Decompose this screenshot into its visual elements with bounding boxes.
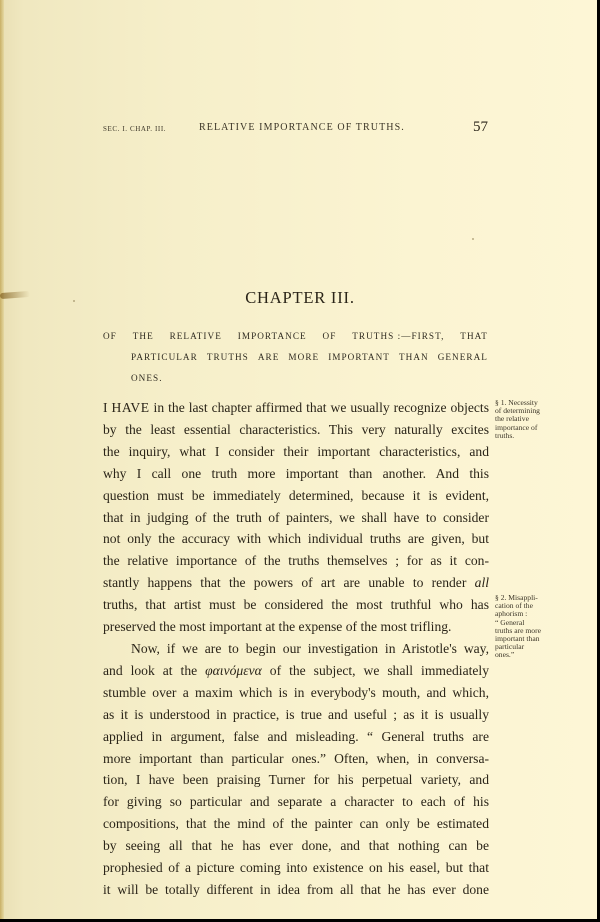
text-line: not only the accuracy with which individual truths are given, but (103, 531, 489, 547)
text-line (103, 397, 489, 419)
margin-note-2 (495, 594, 567, 660)
margin-note-line: aphorism : (495, 609, 528, 619)
chapter-subtitle-indented (103, 347, 488, 389)
chapter-title: CHAPTER III. (245, 288, 355, 307)
text-line: that in judging of the truth of painters, we shall have to consider (103, 509, 489, 525)
text-run: and look at the (103, 662, 206, 678)
text-line: why I call one truth more important than another. And this (103, 465, 489, 481)
text-run: stantly happens that the powers of art are unable to render (103, 575, 475, 591)
chapter-subtitle-line-1 (103, 326, 488, 347)
text-line: it will be totally different in idea from all that he has ever done (103, 881, 489, 897)
margin-note-line: the relative (495, 414, 529, 424)
text-line (103, 660, 489, 682)
text-line: the relative importance of the truths themselves ; for as it con- (103, 553, 489, 569)
body-text (103, 397, 489, 901)
text-line: Now, if we are to begin our investigation in Aristotle's way, (131, 640, 489, 656)
opening-word: I (103, 400, 108, 415)
margin-note-line: truths. (495, 430, 515, 440)
chapter-subtitle-line-3: ONES. (131, 373, 163, 383)
subtitle-word: THAT (460, 331, 488, 341)
subtitle-word: RELATIVE (169, 331, 222, 341)
margin-note-line: cation of the (495, 601, 533, 611)
subtitle-word: TRUTHS (206, 352, 249, 362)
subtitle-word: OF (322, 331, 337, 341)
margin-note-line: importance of (495, 422, 538, 432)
italic-word: all (474, 575, 489, 591)
text-run: in the last chapter affirmed that we usually recognize objects (149, 400, 489, 415)
text-line: truths, that artist must be considered the most truthful who has (103, 597, 489, 613)
running-head-title: RELATIVE IMPORTANCE OF TRUTHS. (199, 122, 405, 133)
margin-note-line: truths are more (495, 625, 541, 635)
text-line: prophesied of a picture coming into existence on his easel, but that (103, 860, 489, 876)
subtitle-word: MORE (288, 352, 320, 362)
paper-speck (472, 238, 474, 240)
chapter-subtitle-line-2 (131, 347, 488, 368)
text-line: tion, I have been praising Turner for his perpetual variety, and (103, 772, 489, 788)
small-caps-word: HAVE (111, 400, 150, 415)
subtitle-word: THAN (398, 352, 429, 362)
margin-note-line: important than (495, 634, 540, 644)
text-line: for giving so particular and separate a character to each of his (103, 794, 489, 810)
text-line: applied in argument, false and misleading. “ General truths are (103, 728, 489, 744)
text-line: preserved the most important at the expense of the most trifling. (103, 619, 452, 635)
margin-note-line: § 2. Misappli- (495, 593, 538, 602)
paragraph-2 (103, 638, 489, 901)
page-number: 57 (473, 119, 488, 135)
text-line: the inquiry, what I consider their important characteristics, and (103, 443, 489, 459)
text-line: as it is understood in practice, is true and useful ; as it is usually (103, 706, 489, 722)
greek-word: φαινόμενα (205, 662, 262, 678)
margin-note-line: ones.” (495, 650, 515, 660)
margin-note-line: particular (495, 642, 525, 652)
chapter-subtitle (103, 326, 488, 389)
running-head-section: SEC. I. CHAP. III. (103, 125, 167, 133)
text-line (103, 572, 489, 594)
page-gutter-shadow (0, 0, 4, 919)
text-line: stumble over a maxim which is in everybody's mouth, and which, (103, 684, 489, 700)
subtitle-word: ARE (257, 352, 280, 362)
paragraph-1 (103, 397, 489, 638)
subtitle-word: OF (103, 331, 117, 341)
margin-note-1 (495, 399, 567, 440)
margin-note-line: § 1. Necessity (495, 398, 538, 407)
subtitle-word: IMPORTANT (328, 352, 390, 362)
text-line: more important than particular ones.” Often, when, in conversa- (103, 750, 489, 766)
running-head (103, 119, 490, 139)
subtitle-word: THE (132, 331, 154, 341)
subtitle-word: PARTICULAR (131, 352, 198, 362)
text-line: compositions, that the mind of the painter can only be estimated (103, 816, 489, 832)
subtitle-word: TRUTHS :—FIRST, (352, 331, 445, 341)
subtitle-word: IMPORTANCE (237, 331, 307, 341)
margin-note-line: of determining (495, 406, 540, 416)
text-line: question must be immediately determined, because it is evident, (103, 487, 489, 503)
text-line: by the least essential characteristics. This very naturally excites (103, 421, 489, 437)
text-line: by seeing all that he has ever done, and that nothing can be (103, 838, 489, 854)
text-run: of the subject, we shall immediately (261, 662, 489, 678)
subtitle-word: GENERAL (437, 352, 488, 362)
margin-note-line: “ General (495, 617, 525, 627)
